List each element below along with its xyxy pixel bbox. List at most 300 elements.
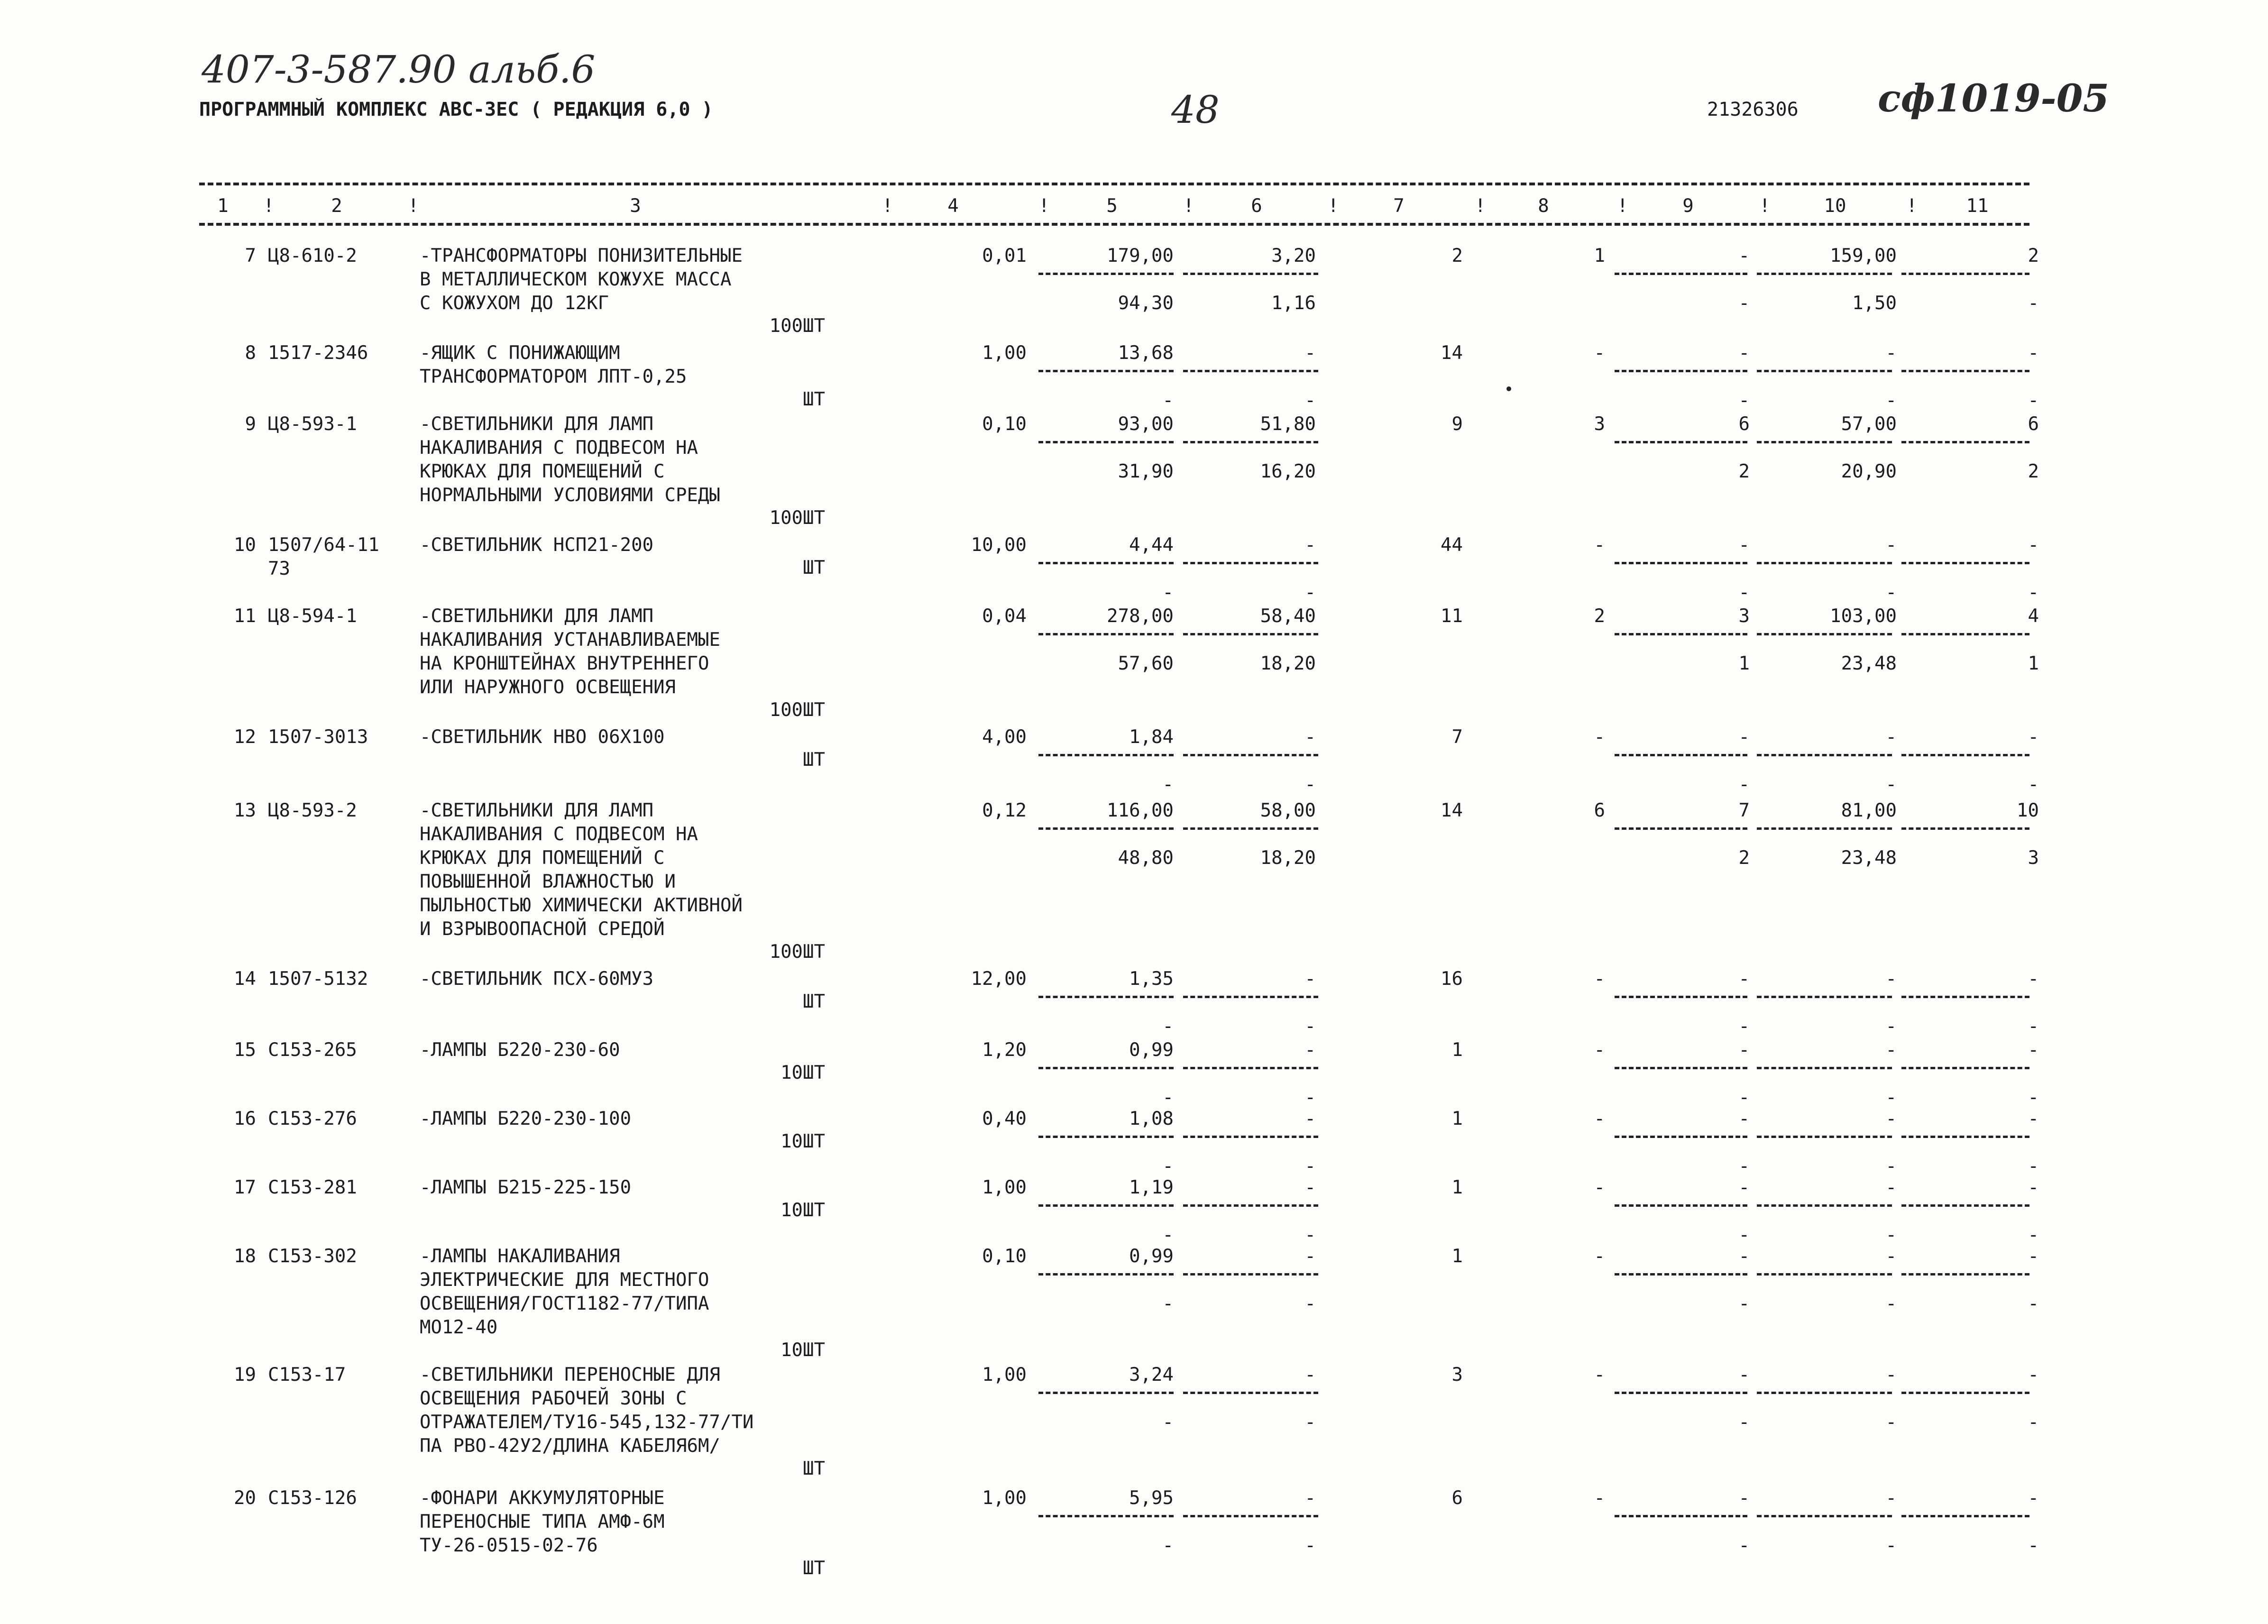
cell-col-6-secondary: - [1304, 774, 1316, 795]
cell-col-10: 103,00 [1830, 606, 1897, 627]
item-description: НОРМАЛЬНЫМИ УСЛОВИЯМИ СРЕДЫ [420, 485, 720, 506]
item-code: Ц8-593-2 [268, 800, 357, 821]
row-divider [1901, 562, 2029, 564]
item-description: -СВЕТИЛЬНИК ПСХ-60МУ3 [420, 968, 654, 990]
item-description: НАКАЛИВАНИЯ С ПОДВЕСОМ НА [420, 824, 698, 845]
cell-col-11-secondary: 2 [2028, 461, 2039, 482]
cell-col-4: 0,10 [982, 1246, 1027, 1267]
item-description: -СВЕТИЛЬНИКИ ДЛЯ ЛАМП [420, 606, 654, 627]
cell-col-10: - [1885, 1487, 1897, 1509]
cell-col-10-secondary: - [1885, 1412, 1897, 1433]
row-divider [1757, 827, 1892, 830]
cell-col-9-secondary: - [1738, 390, 1750, 411]
cell-col-10-secondary: - [1885, 1087, 1897, 1108]
row-divider [1901, 273, 2029, 275]
item-code: Ц8-594-1 [268, 606, 357, 627]
cell-col-6: 58,00 [1260, 800, 1316, 821]
item-description: ТУ-26-0515-02-76 [420, 1535, 598, 1556]
cell-col-5: 1,19 [1129, 1177, 1174, 1198]
cell-col-7: 1 [1451, 1039, 1463, 1061]
cell-col-8: - [1594, 1246, 1605, 1267]
row-divider [1038, 754, 1174, 756]
cell-col-5: 1,08 [1129, 1108, 1174, 1129]
row-divider [1615, 996, 1747, 998]
item-code: 73 [268, 558, 290, 579]
cell-col-10-secondary: 23,48 [1841, 847, 1897, 869]
cell-col-11: - [2028, 1246, 2039, 1267]
column-header-2: 2 [331, 195, 342, 217]
cell-col-8: - [1594, 1177, 1605, 1198]
row-number: 17 [234, 1177, 256, 1198]
cell-col-11: - [2028, 726, 2039, 748]
item-code: С153-281 [268, 1177, 357, 1198]
handwritten-album-reference: 407-3-587.90 альб.6 [202, 47, 596, 92]
cell-col-4: 1,20 [982, 1039, 1027, 1061]
cell-col-10: - [1885, 968, 1897, 990]
cell-col-6-secondary: - [1304, 1087, 1316, 1108]
cell-col-6: - [1304, 342, 1316, 364]
cell-col-6-secondary: 16,20 [1260, 461, 1316, 482]
cell-col-6-secondary: - [1304, 1016, 1316, 1037]
item-description: И ВЗРЫВООПАСНОЙ СРЕДОЙ [420, 918, 665, 940]
item-description: ПЕРЕНОСНЫЕ ТИПА АМФ-6М [420, 1511, 665, 1532]
cell-col-10-secondary: - [1885, 1156, 1897, 1177]
row-divider [1038, 996, 1174, 998]
cell-col-10-secondary: 1,50 [1852, 293, 1897, 314]
column-separator: ! [1475, 195, 1486, 217]
column-separator: ! [263, 195, 275, 217]
cell-col-5: 3,24 [1129, 1364, 1174, 1385]
row-divider [1038, 633, 1174, 635]
cell-col-9: - [1738, 1487, 1750, 1509]
column-separator: ! [1906, 195, 1918, 217]
cell-col-5-secondary: - [1162, 1293, 1174, 1314]
cell-col-11-secondary: 1 [2028, 653, 2039, 674]
cell-col-11: - [2028, 1487, 2039, 1509]
cell-col-9-secondary: 2 [1738, 461, 1750, 482]
cell-col-10: - [1885, 342, 1897, 364]
cell-col-6: 3,20 [1271, 245, 1316, 266]
cell-col-6-secondary: 18,20 [1260, 847, 1316, 869]
cell-col-7: 16 [1441, 968, 1463, 990]
cell-col-8: - [1594, 342, 1605, 364]
row-divider [1183, 1515, 1318, 1517]
cell-col-9: - [1738, 1177, 1750, 1198]
cell-col-6-secondary: - [1304, 1412, 1316, 1433]
cell-col-5-secondary: - [1162, 1016, 1174, 1037]
cell-col-5: 0,99 [1129, 1246, 1174, 1267]
handwritten-page-number: 48 [1171, 88, 1220, 132]
cell-col-11-secondary: - [2028, 1156, 2039, 1177]
cell-col-9-secondary: - [1738, 1535, 1750, 1556]
row-number: 20 [234, 1487, 256, 1509]
cell-col-6: - [1304, 968, 1316, 990]
column-separator: ! [882, 195, 893, 217]
cell-col-5: 5,95 [1129, 1487, 1174, 1509]
item-code: 1517-2346 [268, 342, 368, 364]
row-divider [1615, 827, 1747, 830]
cell-col-4: 1,00 [982, 1177, 1027, 1198]
cell-col-8: - [1594, 1108, 1605, 1129]
document-number: 21326306 [1707, 99, 1799, 120]
cell-col-6: 58,40 [1260, 606, 1316, 627]
cell-col-9: - [1738, 1246, 1750, 1267]
cell-col-11-secondary: - [2028, 774, 2039, 795]
cell-col-5: 0,99 [1129, 1039, 1174, 1061]
item-code: С153-265 [268, 1039, 357, 1061]
item-description: НАКАЛИВАНИЯ С ПОДВЕСОМ НА [420, 437, 698, 459]
column-separator: ! [1617, 195, 1628, 217]
cell-col-5-secondary: - [1162, 1412, 1174, 1433]
row-number: 7 [245, 245, 256, 266]
cell-col-9: - [1738, 726, 1750, 748]
cell-col-10: 81,00 [1841, 800, 1897, 821]
cell-col-9: - [1738, 245, 1750, 266]
cell-col-4: 0,12 [982, 800, 1027, 821]
cell-col-8: - [1594, 968, 1605, 990]
row-divider [1183, 633, 1318, 635]
item-description: -ЛАМПЫ Б215-225-150 [420, 1177, 632, 1198]
row-divider [1757, 562, 1892, 564]
cell-col-6: - [1304, 1246, 1316, 1267]
item-description: ОСВЕЩЕНИЯ РАБОЧЕЙ ЗОНЫ С [420, 1388, 687, 1409]
column-separator: ! [1038, 195, 1050, 217]
row-divider [1757, 370, 1892, 372]
cell-col-11: - [2028, 534, 2039, 556]
cell-col-5-secondary: - [1162, 774, 1174, 795]
cell-col-4: 0,40 [982, 1108, 1027, 1129]
row-divider [1183, 273, 1318, 275]
row-divider [1038, 1392, 1174, 1394]
row-divider [1183, 370, 1318, 372]
cell-col-7: 14 [1441, 800, 1463, 821]
cell-col-6-secondary: 18,20 [1260, 653, 1316, 674]
cell-col-5-secondary: - [1162, 390, 1174, 411]
item-code: С153-126 [268, 1487, 357, 1509]
cell-col-4: 1,00 [982, 1487, 1027, 1509]
unit-of-measure: 100ШТ [769, 699, 825, 721]
row-divider [1038, 562, 1174, 564]
cell-col-8: 3 [1594, 413, 1605, 435]
row-number: 12 [234, 726, 256, 748]
cell-col-10: - [1885, 1364, 1897, 1385]
unit-of-measure: 10ШТ [780, 1340, 825, 1361]
column-separator: ! [1183, 195, 1194, 217]
cell-col-11-secondary: - [2028, 1293, 2039, 1314]
cell-col-11-secondary: - [2028, 293, 2039, 314]
row-divider [1183, 1204, 1318, 1207]
cell-col-9-secondary: - [1738, 1224, 1750, 1246]
item-description: -ФОНАРИ АККУМУЛЯТОРНЫЕ [420, 1487, 665, 1509]
item-description: С КОЖУХОМ ДО 12КГ [420, 293, 609, 314]
item-description: -СВЕТИЛЬНИК НВО 06Х100 [420, 726, 665, 748]
row-number: 13 [234, 800, 256, 821]
cell-col-7: 2 [1451, 245, 1463, 266]
cell-col-11: 4 [2028, 606, 2039, 627]
row-number: 11 [234, 606, 256, 627]
cell-col-5: 4,44 [1129, 534, 1174, 556]
unit-of-measure: 100ШТ [769, 941, 825, 963]
cell-col-4: 0,04 [982, 606, 1027, 627]
row-divider [1615, 273, 1747, 275]
row-divider [1615, 1273, 1747, 1275]
cell-col-9: 6 [1738, 413, 1750, 435]
cell-col-6: - [1304, 726, 1316, 748]
column-header-5: 5 [1106, 195, 1118, 217]
row-divider [1901, 370, 2029, 372]
item-description: -ЛАМПЫ НАКАЛИВАНИЯ [420, 1246, 620, 1267]
cell-col-11: - [2028, 1177, 2039, 1198]
row-divider [1901, 1515, 2029, 1517]
item-description: -СВЕТИЛЬНИКИ ДЛЯ ЛАМП [420, 800, 654, 821]
cell-col-5-secondary: 48,80 [1118, 847, 1174, 869]
cell-col-11-secondary: - [2028, 1224, 2039, 1246]
cell-col-9: - [1738, 1364, 1750, 1385]
row-divider [1901, 827, 2029, 830]
row-divider [1615, 370, 1747, 372]
cell-col-4: 1,00 [982, 342, 1027, 364]
row-divider [1901, 754, 2029, 756]
item-description: ПА РВО-42У2/ДЛИНА КАБЕЛЯ6М/ [420, 1435, 720, 1457]
cell-col-11: - [2028, 1039, 2039, 1061]
row-divider [1757, 754, 1892, 756]
cell-col-11-secondary: 3 [2028, 847, 2039, 869]
cell-col-6: - [1304, 1487, 1316, 1509]
row-divider [1901, 1204, 2029, 1207]
row-divider [1038, 441, 1174, 443]
row-divider [1038, 273, 1174, 275]
unit-of-measure: 10ШТ [780, 1131, 825, 1152]
cell-col-11-secondary: - [2028, 1016, 2039, 1037]
row-divider [1757, 1273, 1892, 1275]
cell-col-6: - [1304, 534, 1316, 556]
cell-col-5: 1,84 [1129, 726, 1174, 748]
row-divider [1183, 754, 1318, 756]
cell-col-7: 1 [1451, 1108, 1463, 1129]
cell-col-5: 93,00 [1118, 413, 1174, 435]
item-description: КРЮКАХ ДЛЯ ПОМЕЩЕНИЙ С [420, 847, 665, 869]
item-code: 1507/64-11 [268, 534, 379, 556]
column-header-11: 11 [1966, 195, 1989, 217]
cell-col-9-secondary: - [1738, 774, 1750, 795]
cell-col-5-secondary: - [1162, 1535, 1174, 1556]
cell-col-7: 1 [1451, 1177, 1463, 1198]
item-description: МО12-40 [420, 1317, 498, 1338]
row-divider [1757, 1515, 1892, 1517]
cell-col-11: - [2028, 968, 2039, 990]
item-description: -ЯЩИК С ПОНИЖАЮЩИМ [420, 342, 620, 364]
item-code: С153-17 [268, 1364, 346, 1385]
row-divider [1757, 1204, 1892, 1207]
cell-col-10-secondary: 20,90 [1841, 461, 1897, 482]
row-divider [1615, 1204, 1747, 1207]
item-code: 1507-5132 [268, 968, 368, 990]
item-code: С153-276 [268, 1108, 357, 1129]
cell-col-4: 0,10 [982, 413, 1027, 435]
program-title: ПРОГРАММНЫЙ КОМПЛЕКС АВС-3ЕС ( РЕДАКЦИЯ 6,0 ) [199, 99, 713, 120]
row-divider [1615, 441, 1747, 443]
cell-col-9-secondary: 2 [1738, 847, 1750, 869]
cell-col-11: - [2028, 1364, 2039, 1385]
row-divider [1901, 1136, 2029, 1138]
cell-col-9-secondary: - [1738, 582, 1750, 603]
cell-col-8: - [1594, 1364, 1605, 1385]
cell-col-5: 13,68 [1118, 342, 1174, 364]
row-number: 14 [234, 968, 256, 990]
row-divider [1038, 827, 1174, 830]
cell-col-7: 3 [1451, 1364, 1463, 1385]
row-number: 16 [234, 1108, 256, 1129]
row-divider [1615, 633, 1747, 635]
item-code: 1507-3013 [268, 726, 368, 748]
cell-col-11: - [2028, 342, 2039, 364]
row-divider [1615, 1136, 1747, 1138]
cell-col-6-secondary: - [1304, 1293, 1316, 1314]
column-header-1: 1 [217, 195, 229, 217]
cell-col-9-secondary: - [1738, 1016, 1750, 1037]
item-description: -СВЕТИЛЬНИК НСП21-200 [420, 534, 654, 556]
cell-col-5: 1,35 [1129, 968, 1174, 990]
cell-col-5-secondary: - [1162, 1224, 1174, 1246]
cell-col-5-secondary: 57,60 [1118, 653, 1174, 674]
row-divider [1901, 441, 2029, 443]
row-divider [1183, 1067, 1318, 1069]
cell-col-9-secondary: - [1738, 1156, 1750, 1177]
row-divider [1757, 1067, 1892, 1069]
column-header-4: 4 [947, 195, 959, 217]
cell-col-6-secondary: - [1304, 582, 1316, 603]
item-description: ИЛИ НАРУЖНОГО ОСВЕЩЕНИЯ [420, 677, 676, 698]
cell-col-5-secondary: - [1162, 1156, 1174, 1177]
cell-col-6: - [1304, 1039, 1316, 1061]
column-header-8: 8 [1538, 195, 1549, 217]
handwritten-document-code: сф1019-05 [1878, 76, 2110, 120]
row-divider [1901, 996, 2029, 998]
column-header-9: 9 [1682, 195, 1694, 217]
column-separator: ! [408, 195, 419, 217]
item-description: -СВЕТИЛЬНИКИ ДЛЯ ЛАМП [420, 413, 654, 435]
row-divider [1183, 562, 1318, 564]
unit-of-measure: 10ШТ [780, 1062, 825, 1083]
cell-col-6-secondary: - [1304, 1224, 1316, 1246]
cell-col-4: 4,00 [982, 726, 1027, 748]
cell-col-5: 116,00 [1107, 800, 1174, 821]
cell-col-5-secondary: - [1162, 582, 1174, 603]
item-code: Ц8-610-2 [268, 245, 357, 266]
cell-col-9: - [1738, 968, 1750, 990]
row-divider [1901, 1067, 2029, 1069]
row-divider [1757, 996, 1892, 998]
cell-col-11-secondary: - [2028, 1412, 2039, 1433]
table-top-rule [199, 183, 2029, 185]
cell-col-10-secondary: - [1885, 1224, 1897, 1246]
cell-col-9: - [1738, 342, 1750, 364]
column-header-3: 3 [630, 195, 641, 217]
cell-col-8: 6 [1594, 800, 1605, 821]
print-speck [1506, 386, 1511, 391]
column-header-10: 10 [1824, 195, 1846, 217]
cell-col-11: 6 [2028, 413, 2039, 435]
unit-of-measure: 10ШТ [780, 1200, 825, 1221]
row-divider [1757, 633, 1892, 635]
row-divider [1038, 1136, 1174, 1138]
row-divider [1183, 441, 1318, 443]
cell-col-9-secondary: - [1738, 293, 1750, 314]
cell-col-4: 12,00 [971, 968, 1027, 990]
cell-col-7: 6 [1451, 1487, 1463, 1509]
cell-col-8: - [1594, 534, 1605, 556]
item-code: Ц8-593-1 [268, 413, 357, 435]
cell-col-5-secondary: 94,30 [1118, 293, 1174, 314]
column-header-6: 6 [1251, 195, 1262, 217]
cell-col-11: 2 [2028, 245, 2039, 266]
cell-col-5: 278,00 [1107, 606, 1174, 627]
unit-of-measure: ШТ [803, 389, 825, 410]
row-divider [1757, 441, 1892, 443]
cell-col-7: 7 [1451, 726, 1463, 748]
cell-col-9-secondary: - [1738, 1412, 1750, 1433]
row-divider [1615, 754, 1747, 756]
unit-of-measure: ШТ [803, 557, 825, 578]
cell-col-9: - [1738, 1039, 1750, 1061]
cell-col-6-secondary: 1,16 [1271, 293, 1316, 314]
cell-col-6-secondary: - [1304, 1535, 1316, 1556]
cell-col-10-secondary: 23,48 [1841, 653, 1897, 674]
cell-col-9: 3 [1738, 606, 1750, 627]
column-separator: ! [1328, 195, 1339, 217]
cell-col-9-secondary: - [1738, 1087, 1750, 1108]
cell-col-11-secondary: - [2028, 1087, 2039, 1108]
cell-col-6: - [1304, 1108, 1316, 1129]
cell-col-10-secondary: - [1885, 582, 1897, 603]
row-divider [1901, 633, 2029, 635]
item-description: -ЛАМПЫ Б220-230-100 [420, 1108, 632, 1129]
cell-col-7: 44 [1441, 534, 1463, 556]
column-separator: ! [1759, 195, 1771, 217]
cell-col-4: 0,01 [982, 245, 1027, 266]
cell-col-10-secondary: - [1885, 774, 1897, 795]
cell-col-10: 57,00 [1841, 413, 1897, 435]
cell-col-10-secondary: - [1885, 1016, 1897, 1037]
item-description: ЭЛЕКТРИЧЕСКИЕ ДЛЯ МЕСТНОГО [420, 1269, 709, 1291]
row-divider [1038, 1067, 1174, 1069]
cell-col-9-secondary: - [1738, 1293, 1750, 1314]
cell-col-7: 1 [1451, 1246, 1463, 1267]
column-header-7: 7 [1393, 195, 1405, 217]
row-number: 8 [245, 342, 256, 364]
cell-col-10-secondary: - [1885, 1535, 1897, 1556]
cell-col-11-secondary: - [2028, 582, 2039, 603]
row-divider [1183, 996, 1318, 998]
row-number: 18 [234, 1246, 256, 1267]
cell-col-9: - [1738, 1108, 1750, 1129]
item-description: ТРАНСФОРМАТОРОМ ЛПТ-0,25 [420, 366, 687, 387]
cell-col-11: 10 [2017, 800, 2039, 821]
row-divider [1901, 1273, 2029, 1275]
item-description: ПОВЫШЕННОЙ ВЛАЖНОСТЬЮ И [420, 871, 676, 892]
cell-col-6-secondary: - [1304, 390, 1316, 411]
unit-of-measure: ШТ [803, 991, 825, 1012]
cell-col-10: - [1885, 534, 1897, 556]
item-description: ПЫЛЬНОСТЬЮ ХИМИЧЕСКИ АКТИВНОЙ [420, 895, 743, 916]
cell-col-4: 10,00 [971, 534, 1027, 556]
row-divider [1757, 273, 1892, 275]
row-divider [1901, 1392, 2029, 1394]
row-divider [1183, 827, 1318, 830]
item-description: ОТРАЖАТЕЛЕМ/ТУ16-545,132-77/ТИ [420, 1412, 754, 1433]
item-description: НАКАЛИВАНИЯ УСТАНАВЛИВАЕМЫЕ [420, 629, 720, 651]
cell-col-10: - [1885, 1039, 1897, 1061]
